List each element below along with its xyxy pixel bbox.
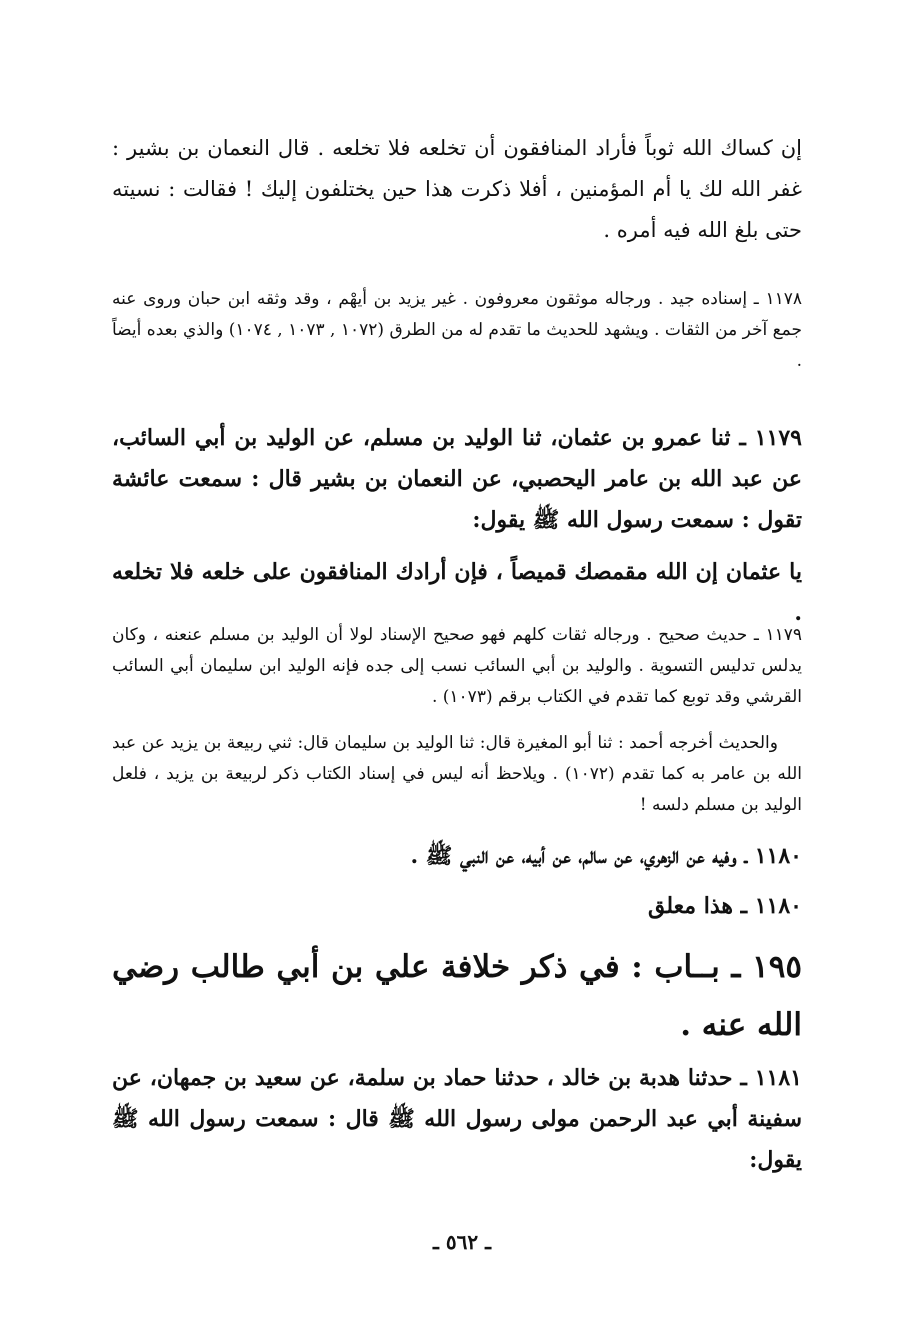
paragraph-continuation: إن كساك الله ثوباً فأراد المنافقون أن تخلعه فلا تخلعه . قال النعمان بن بشير : غفر الله لك يا أم المؤمنين ، أفلا ذكرت هذا حين يختلفون إليك ! فقالت : نسيته حتى بلغ الله فيه أمره . <box>112 136 802 242</box>
note-1180: ١١٨٠ ـ هذا معلق <box>648 893 802 919</box>
footnote-1178: ١١٧٨ ـ إسناده جيد . ورجاله موثقون معروفون . غير يزيد بن أيهْم ، وقد وثقه ابن حبان وروى عنه جمع آخر من الثقات . ويشهد للحديث ما تقدم له من الطرق (١٠٧٢ , ١٠٧٣ , ١٠٧٤) والذي بعده أيضاً . <box>112 289 803 371</box>
footnote-1179-a: ١١٧٩ ـ حديث صحيح . ورجاله ثقات كلهم فهو صحيح الإسناد لولا أن الوليد بن مسلم عنعنه ، وكان يدلس تدليس التسوية . والوليد بن أبي السائب نسب إلى جده فإنه الوليد ابن سليمان أبي السائب القرشي وقد توبع كما تقدم في الكتاب برقم (١٠٧٣) . <box>112 625 802 707</box>
hadith-1179: ١١٧٩ ـ ثنا عمرو بن عثمان، ثنا الوليد بن مسلم، عن الوليد بن أبي السائب، عن عبد الله بن عامر اليحصبي، عن النعمان بن بشير قال : سمعت عائشة تقول : سمعت رسول الله ﷺ يقول: <box>112 425 802 533</box>
footnote-1179-b: والحديث أخرجه أحمد : ثنا أبو المغيرة قال: ثنا الوليد بن سليمان قال: ثني ربيعة بن يزيد عن عبد الله بن عامر به كما تقدم (١٠٧٢) . ويلاحظ أنه ليس في إسناد الكتاب ذكر لربيعة بن يزيد ، فلعل الوليد بن مسلم دلسه ! <box>112 733 802 815</box>
hadith-1179-text: يا عثمان إن الله مقمصك قميصاً ، فإن أرادك المنافقون على خلعه فلا تخلعه . <box>112 559 802 626</box>
hadith-1180: ١١٨٠ ـ وفيه عن الزهري، عن سالم، عن أبيه، عن النبي ﷺ . <box>410 843 802 869</box>
hadith-1181: ١١٨١ ـ حدثنا هدبة بن خالد ، حدثنا حماد بن سلمة، عن سعيد بن جمهان، عن سفينة أبي عبد الرحمن مولى رسول الله ﷺ قال : سمعت رسول الله ﷺ يقول: <box>112 1065 802 1173</box>
page-number: ـ ٥٦٢ ـ <box>433 1230 491 1254</box>
chapter-heading: ١٩٥ ـ بــاب : في ذكر خلافة علي بن أبي طالب رضي الله عنه . <box>112 949 802 1043</box>
